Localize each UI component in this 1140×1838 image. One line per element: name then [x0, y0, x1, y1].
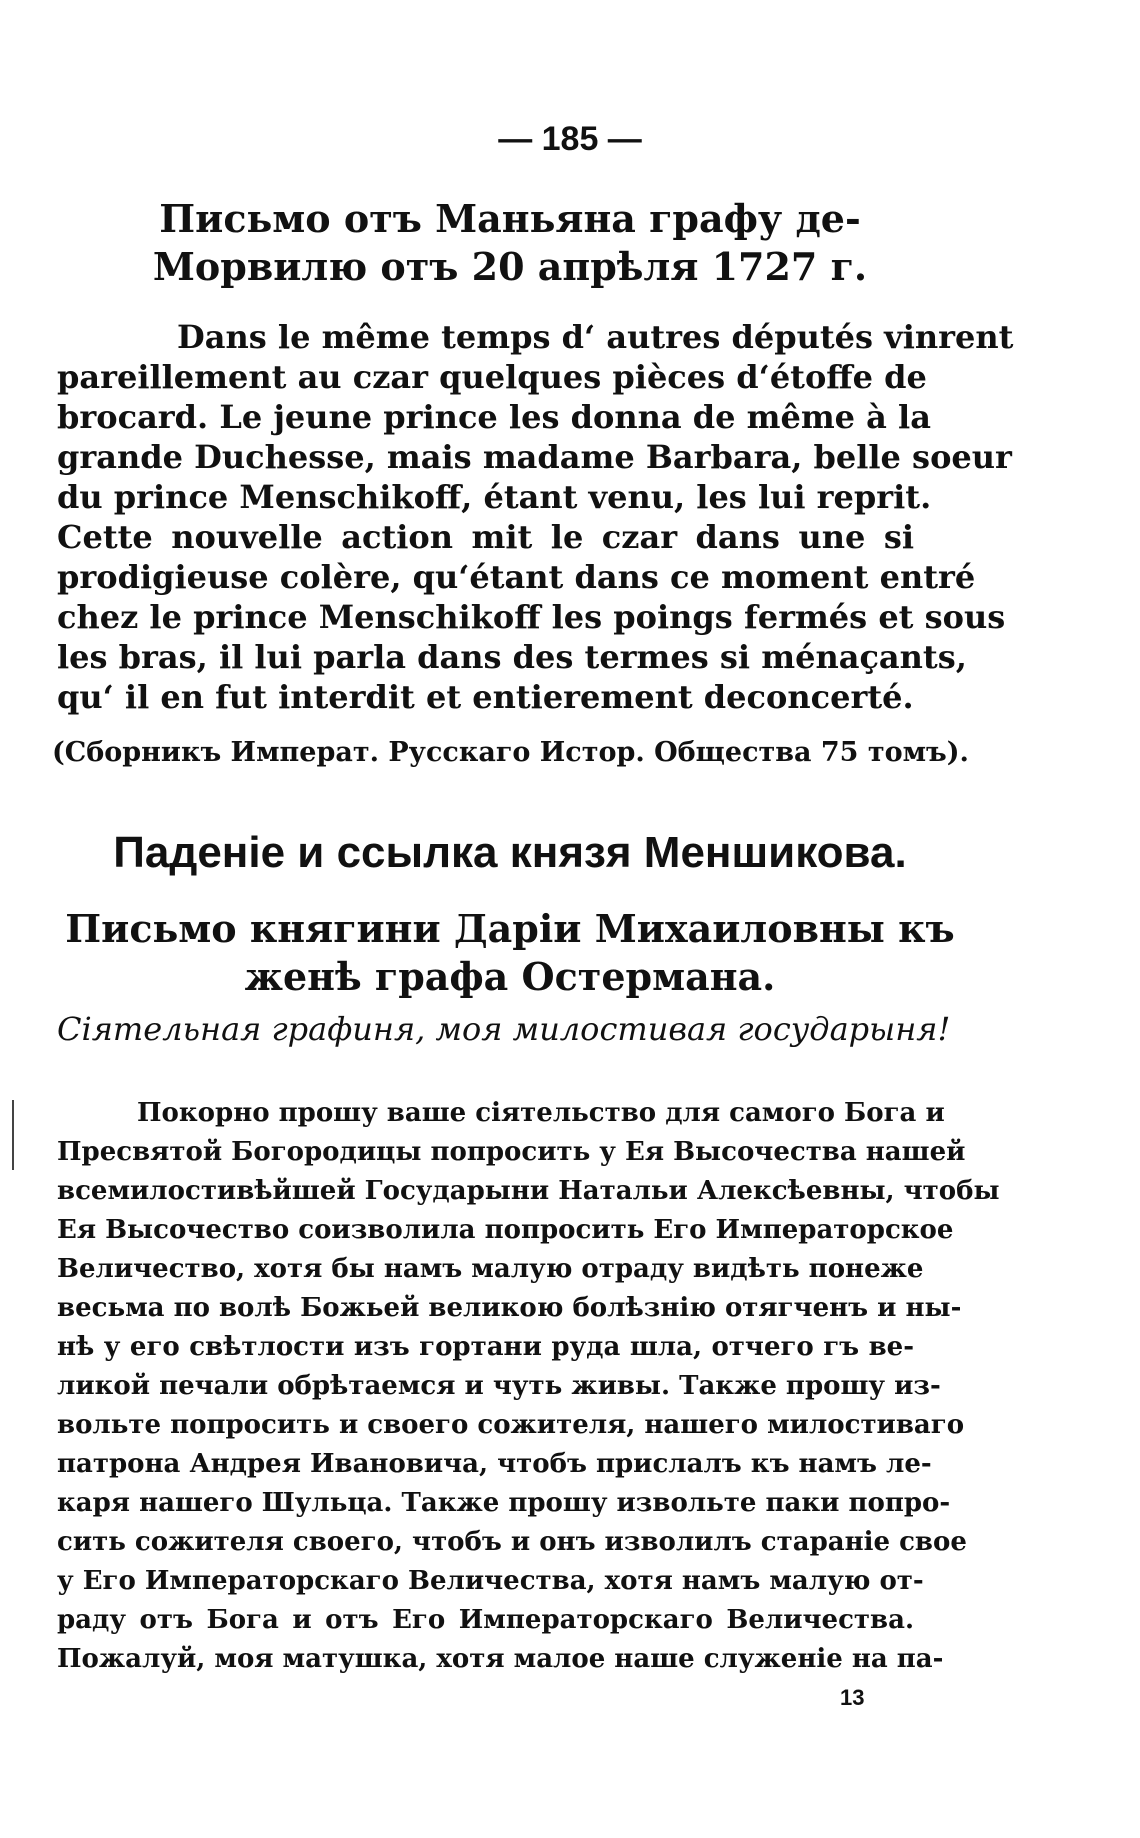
text-line: prodigieuse colère, qu‘étant dans ce moment entré [57, 558, 976, 596]
text-line: Cette nouvelle action mit le czar dans une si [57, 518, 914, 556]
text-line: Покорно прошу ваше сіятельство для самого Бога и [137, 1098, 945, 1128]
text-line: сить сожителя своего, чтобъ и онъ изволилъ стараніе свое [57, 1527, 967, 1557]
text-line: les bras, il lui parla dans des termes si ménaçants, [57, 638, 967, 676]
text-line: Величество, хотя бы намъ малую отраду видѣть понеже [57, 1254, 924, 1284]
text-line: grande Duchesse, mais madame Barbara, belle soeur [57, 438, 1012, 476]
letter-greeting: Сіятельная графиня, моя милостивая государыня! [57, 1010, 951, 1048]
letter1-title: Письмо отъ Маньяна графу де-Морвилю отъ 20 апрѣля 1727 г. [152, 196, 868, 289]
text-line: каря нашего Шульца. Также прошу извольте паки попро- [57, 1488, 951, 1518]
text-line: Dans le même temps d‘ autres députés vinrent [177, 318, 1014, 356]
text-line: вольте попросить и своего сожителя, нашего милостиваго [57, 1410, 965, 1440]
text-line: всемилостивѣйшей Государыни Натальи Алексѣевны, чтобы [57, 1176, 1000, 1206]
text-line: весьма по волѣ Божьей великою болѣзнію отягченъ и ны- [57, 1293, 962, 1323]
text-line: du prince Menschikoff, étant venu, les lui reprit. [57, 478, 932, 516]
text-line: у Его Императорскаго Величества, хотя намъ малую от- [57, 1566, 924, 1596]
text-line: qu‘ il en fut interdit et entierement deconcerté. [57, 678, 914, 716]
text-line: pareillement au czar quelques pièces d‘étoffe de [57, 358, 927, 396]
letter2-title: Письмо княгини Даріи Михаиловны къ женѣ графа Остермана. [65, 906, 955, 999]
text-line: brocard. Le jeune prince les donna de même à la [57, 398, 931, 436]
text-line: нѣ у его свѣтлости изъ гортани руда шла, отчего гъ ве- [57, 1332, 914, 1362]
text-line: раду отъ Бога и отъ Его Императорскаго Величества. [57, 1605, 914, 1635]
text-line: Ея Высочество соизволила попросить Его Императорское [57, 1215, 954, 1245]
text-line: chez le prince Menschikoff les poings fermés et sous [57, 598, 1006, 636]
text-line: Пожалуй, моя матушка, хотя малое наше служеніе на па- [57, 1644, 944, 1674]
signature-mark: 13 [840, 1685, 865, 1710]
section-title: Паденіе и ссылка князя Меншикова. [113, 828, 907, 877]
text-line: Пресвятой Богородицы попросить у Ея Высочества нашей [57, 1137, 966, 1167]
text-line: патрона Андрея Ивановича, чтобъ прислалъ къ намъ ле- [57, 1449, 932, 1479]
text-line: ликой печали обрѣтаемся и чуть живы. Также прошу из- [57, 1371, 941, 1401]
source-citation: (Сборникъ Императ. Русскаго Истор. Общества 75 томъ). [52, 737, 969, 768]
margin-mark [12, 1100, 14, 1170]
page-number: — 185 — [498, 120, 642, 158]
